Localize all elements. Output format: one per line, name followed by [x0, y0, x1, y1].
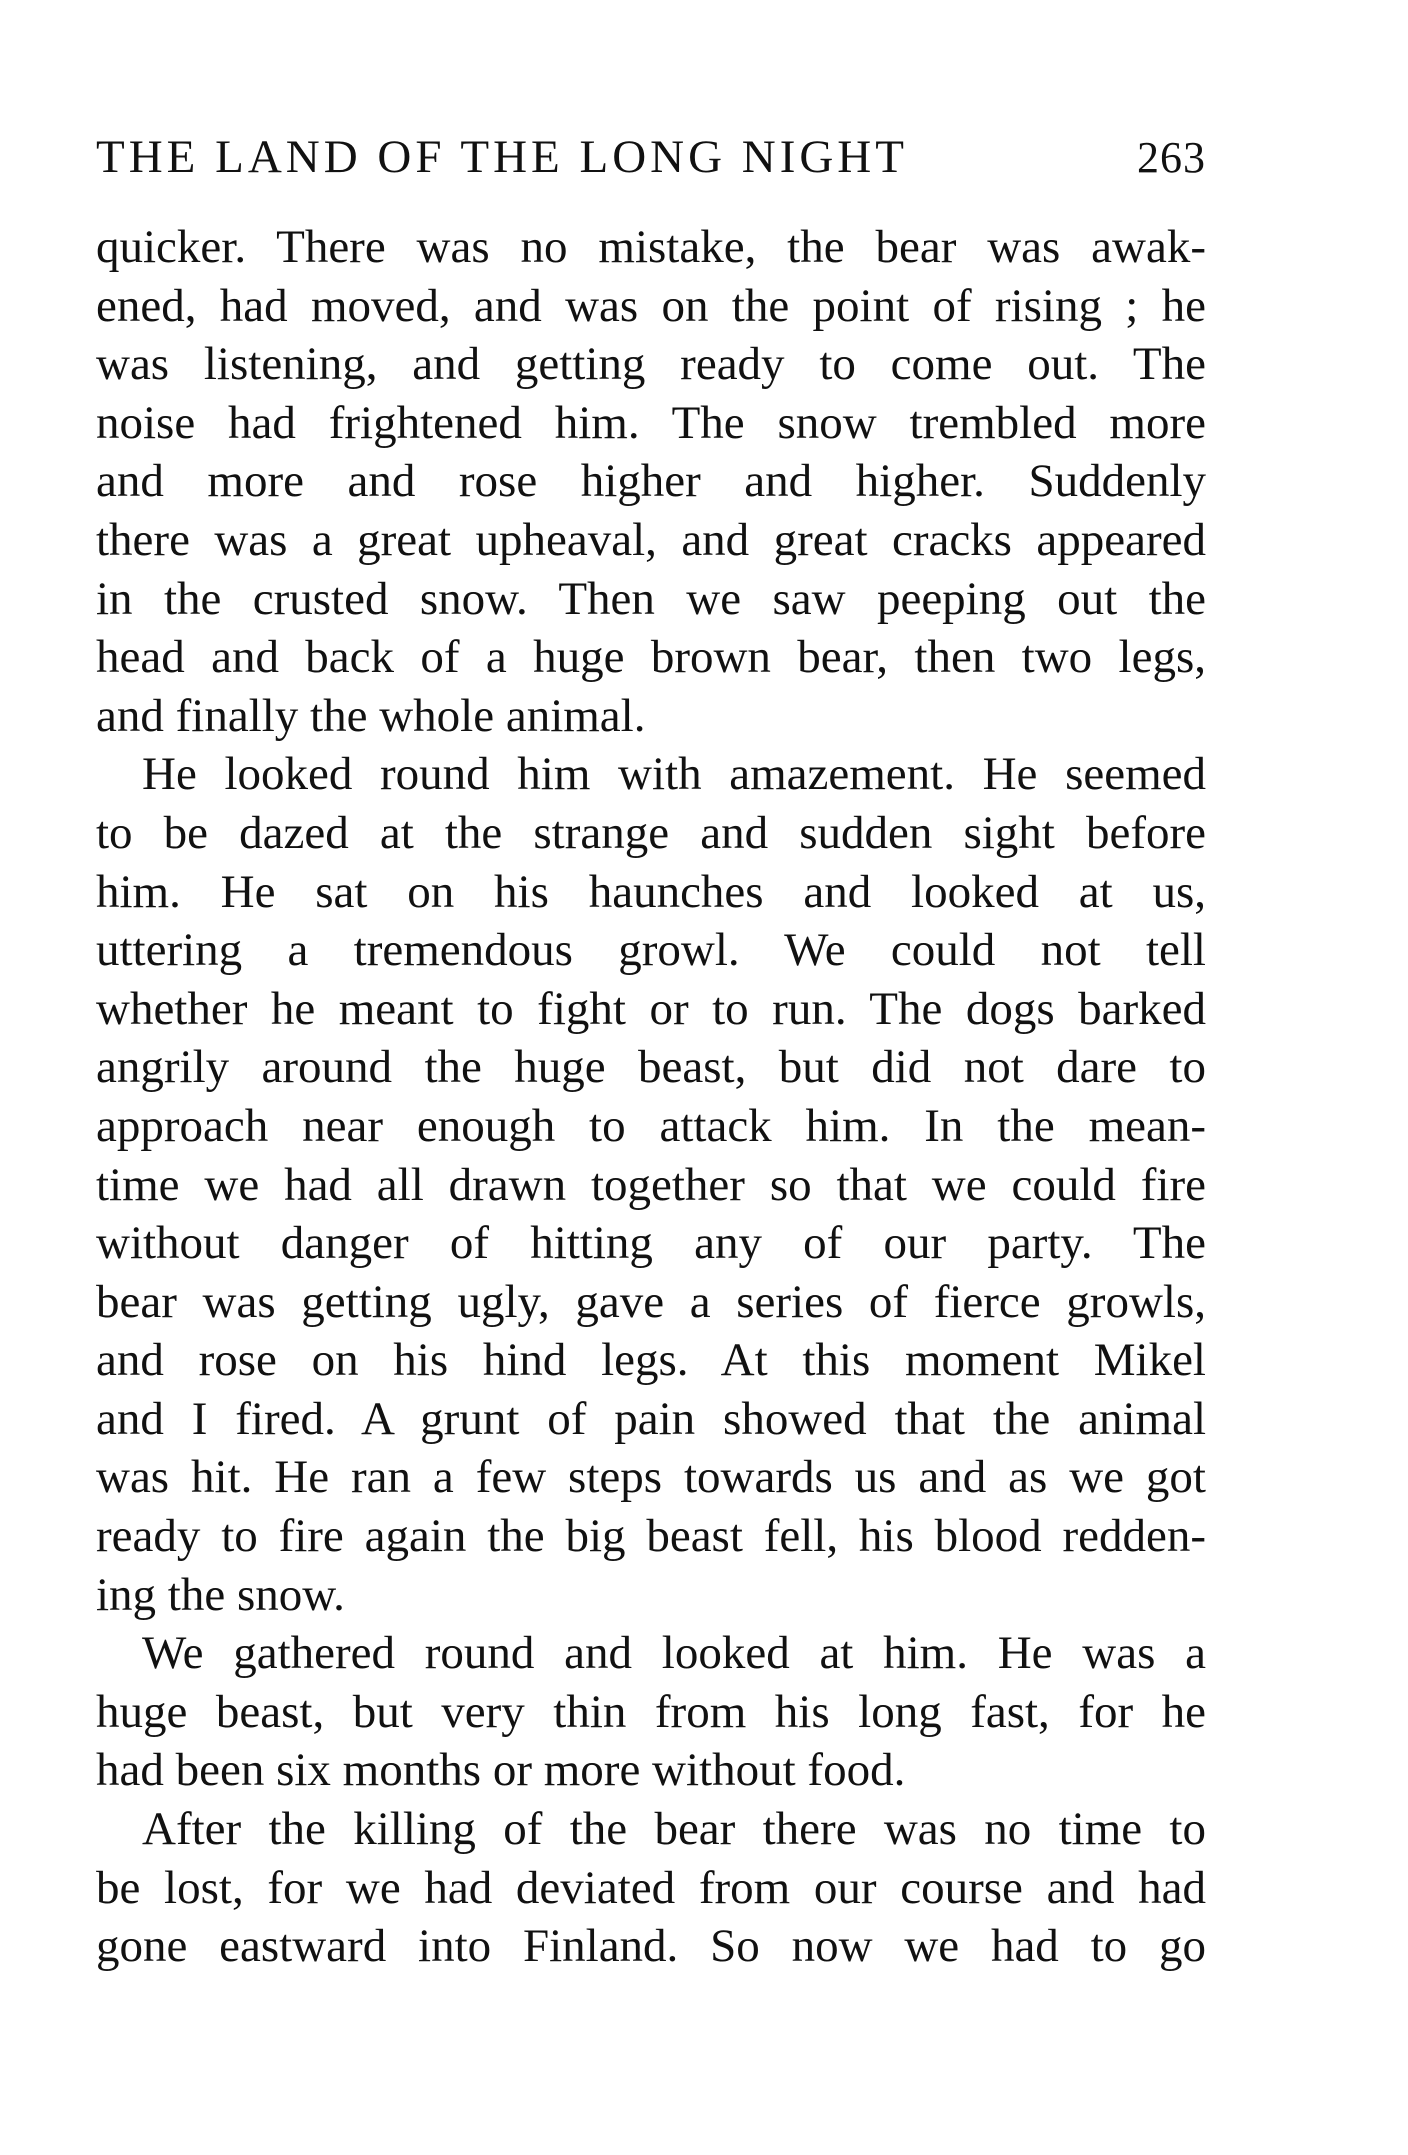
text-line: and I fired. A grunt of pain showed that the animal [96, 1392, 1206, 1445]
paragraph-4 [96, 1800, 1206, 1976]
text-line: head and back of a huge brown bear, then two legs, [96, 631, 1206, 684]
text-line: We gathered round and looked at him. He was a [142, 1627, 1206, 1680]
text-line: He looked round him with amazement. He seemed [142, 748, 1206, 801]
paragraph-2 [96, 745, 1206, 1624]
book-page [96, 130, 1206, 1976]
running-head [96, 130, 1206, 200]
text-line: noise had frightened him. The snow trembled more [96, 396, 1206, 449]
text-line: ready to fire again the big beast fell, his blood redden- [96, 1510, 1206, 1563]
text-line: gone eastward into Finland. So now we had to go [96, 1920, 1206, 1973]
text-line: ing the snow. [96, 1568, 345, 1621]
text-line: huge beast, but very thin from his long fast, for he [96, 1685, 1206, 1738]
text-line: without danger of hitting any of our party. The [96, 1217, 1206, 1270]
page-number: 263 [1137, 133, 1206, 182]
text-line: uttering a tremendous growl. We could not tell [96, 924, 1206, 977]
text-line: him. He sat on his haunches and looked at us, [96, 865, 1206, 918]
text-line: in the crusted snow. Then we saw peeping out the [96, 572, 1206, 625]
text-line: had been six months or more without food. [96, 1744, 906, 1797]
text-line: and rose on his hind legs. At this moment Mikel [96, 1334, 1206, 1387]
text-line: ened, had moved, and was on the point of rising ; he [96, 279, 1206, 332]
text-line: was hit. He ran a few steps towards us and as we got [96, 1451, 1206, 1504]
paragraph-1 [96, 218, 1206, 745]
text-line: to be dazed at the strange and sudden sight before [96, 806, 1206, 859]
text-line: there was a great upheaval, and great cracks appeared [96, 513, 1206, 566]
text-line: and more and rose higher and higher. Suddenly [96, 455, 1206, 508]
text-line: quicker. There was no mistake, the bear was awak- [96, 221, 1206, 273]
text-line: and finally the whole animal. [96, 689, 646, 742]
text-line: was listening, and getting ready to come out. The [96, 338, 1206, 391]
text-line: After the killing of the bear there was no time to [142, 1803, 1206, 1856]
running-title: THE LAND OF THE LONG NIGHT [96, 131, 908, 183]
paragraph-3 [96, 1624, 1206, 1800]
text-line: whether he meant to fight or to run. The dogs barked [96, 982, 1206, 1035]
text-line: approach near enough to attack him. In the mean- [96, 1099, 1206, 1152]
body-text [96, 218, 1206, 1976]
text-line: angrily around the huge beast, but did not dare to [96, 1041, 1206, 1094]
text-line: time we had all drawn together so that we could fire [96, 1158, 1206, 1211]
text-line: be lost, for we had deviated from our course and had [96, 1861, 1206, 1914]
text-line: bear was getting ugly, gave a series of fierce growls, [96, 1275, 1206, 1328]
